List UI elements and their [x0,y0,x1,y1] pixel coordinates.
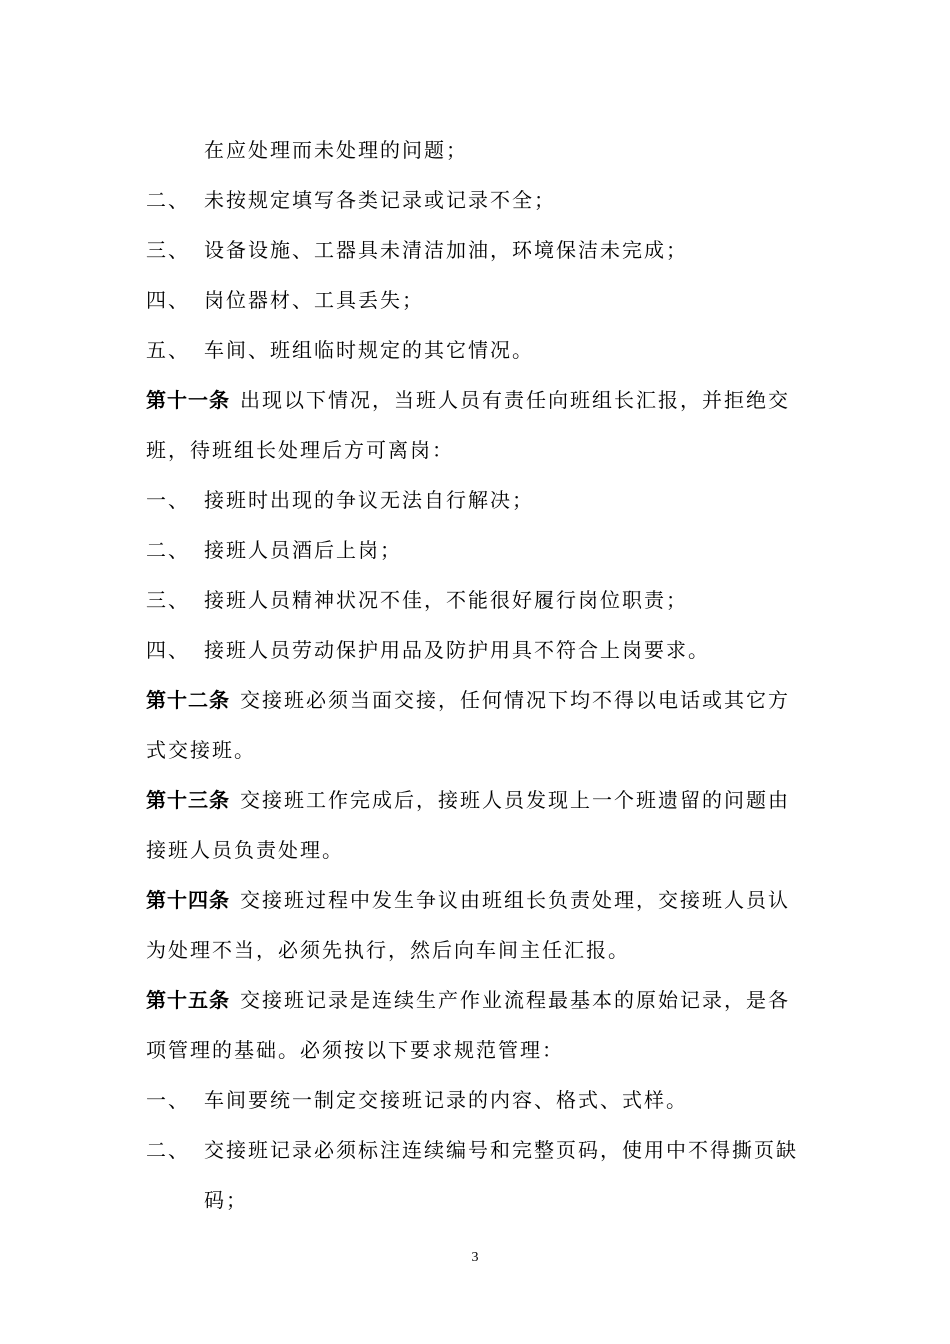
list-number: 三、 [146,238,190,262]
article-heading: 第十五条 [146,988,230,1012]
list-number: 四、 [146,288,190,312]
text-line: 式交接班。 [146,738,256,762]
list-item: 二、 接班人员酒后上岗； [146,535,402,565]
text-line: 在应处理而未处理的问题； [204,138,468,162]
list-item: 五、 车间、班组临时规定的其它情况。 [146,335,534,365]
article-heading: 第十四条 [146,888,230,912]
list-item: 四、 岗位器材、工具丢失； [146,285,424,315]
article-heading: 第十一条 [146,388,230,412]
list-number: 四、 [146,638,190,662]
text-line: 码； [204,1188,248,1212]
article-line: 第十二条 交接班必须当面交接，任何情况下均不得以电话或其它方 [146,688,790,712]
list-number: 一、 [146,488,190,512]
article-heading: 第十三条 [146,788,230,812]
article-line: 第十五条 交接班记录是连续生产作业流程最基本的原始记录，是各 [146,988,790,1012]
list-number: 五、 [146,338,190,362]
text-line: 班，待班组长处理后方可离岗： [146,438,454,462]
list-number: 二、 [146,188,190,212]
list-number: 三、 [146,588,190,612]
list-item: 二、 交接班记录必须标注连续编号和完整页码，使用中不得撕页缺 [146,1135,798,1165]
article-heading: 第十二条 [146,688,230,712]
page-number: 3 [471,1250,479,1265]
list-item: 三、 设备设施、工器具未清洁加油，环境保洁未完成； [146,235,688,265]
list-number: 二、 [146,538,190,562]
text-line: 为处理不当，必须先执行，然后向车间主任汇报。 [146,938,630,962]
article-line: 第十一条 出现以下情况，当班人员有责任向班组长汇报，并拒绝交 [146,388,790,412]
article-line: 第十四条 交接班过程中发生争议由班组长负责处理，交接班人员认 [146,888,790,912]
text-line: 接班人员负责处理。 [146,838,344,862]
list-item: 三、 接班人员精神状况不佳，不能很好履行岗位职责； [146,585,688,615]
article-line: 第十三条 交接班工作完成后，接班人员发现上一个班遗留的问题由 [146,788,790,812]
list-number: 一、 [146,1088,190,1112]
text-line: 项管理的基础。必须按以下要求规范管理： [146,1038,564,1062]
list-item: 一、 接班时出现的争议无法自行解决； [146,485,534,515]
list-item: 二、 未按规定填写各类记录或记录不全； [146,185,556,215]
list-item: 一、 车间要统一制定交接班记录的内容、格式、式样。 [146,1085,688,1115]
list-number: 二、 [146,1138,190,1162]
list-item: 四、 接班人员劳动保护用品及防护用具不符合上岗要求。 [146,635,710,665]
